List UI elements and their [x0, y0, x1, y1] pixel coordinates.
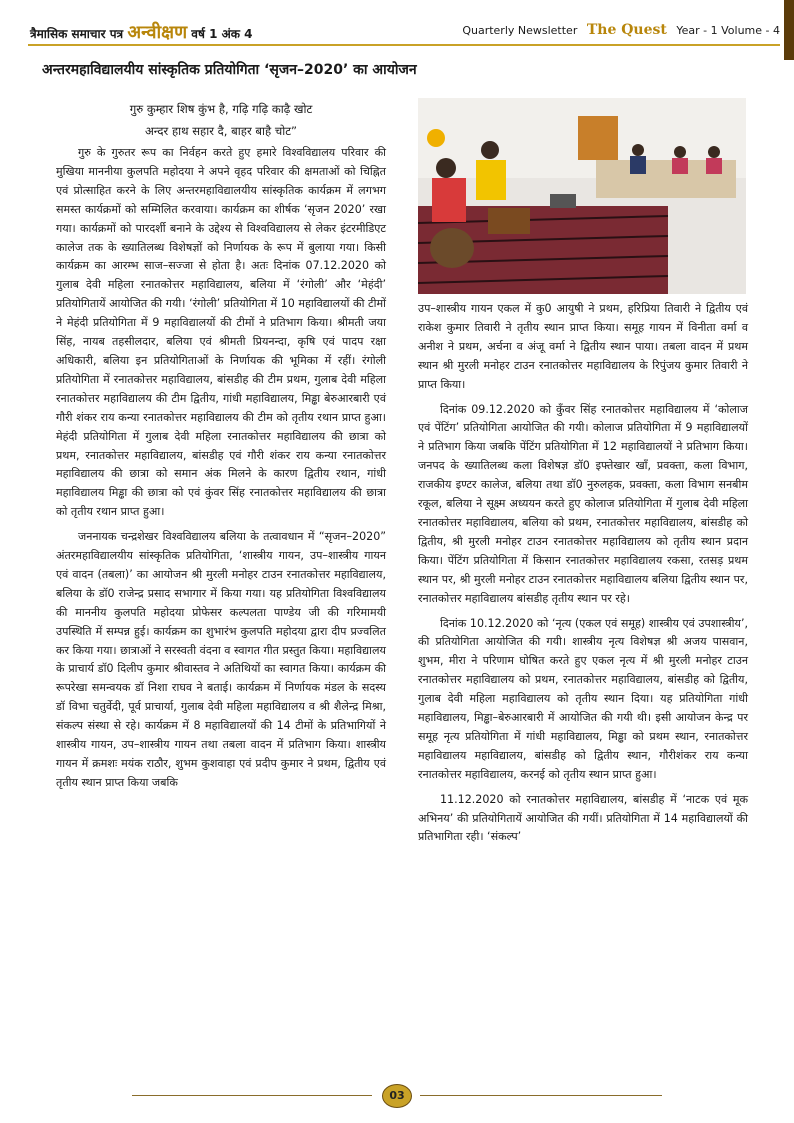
newsletter-header: [0, 0, 794, 44]
english-brand-logo: The Quest: [586, 22, 667, 38]
paragraph: गुरु के गुरुतर रूप का निर्वहन करते हुए हमारे विश्वविद्यालय परिवार की मुखिया माननीया कुलपति महोदया ने अपने वृहद परिवार की क्षमताओं को चिह्नित एवं प्रोत्साहित करने के लिए अन्तरमहाविद्यालयीय सांस्कृतिक कार्यक्रम में लगभग समस्त कार्यक्रमों को सम्मिलित करवाया। कार्यक्रम का शीर्षक ‘सृजन 2020’ रखा गया। कार्यक्रमों को पारदर्शी बनाने के उद्देश्य से विश्वविद्यालय से लेकर इंटरमीडिएट कालेज तक के ख्यातिलब्ध विशेषज्ञों को निर्णायक के रूप में बुलाया गया। किसी कार्यक्रम का आरम्भ साज–सज्जा से होता है। अतः दिनांक 07.12.2020 को गुलाब देवी महिला रनातकोत्तर महाविद्यालय, बलिया में ‘रंगोली’ और ‘मेहंदी’ प्रतियोगितायें आयोजित की गयी। ‘रंगोली’ प्रतियोगिता में 10 महाविद्यालयों की टीमों ने मेहंदी प्रतियोगिता में 9 महाविद्यालयों की टीमों ने प्रतिभाग किया। श्रीमती जया सिंह, नायब तहसीलदार, बलिया एवं श्रीमती प्रियनन्दा, कृषि एवं पादप रक्षा अधिकारी, बलिया इन प्रतियोगिताओं के निर्णायक की भूमिका में रहीं। रंगोली प्रतियोगिता में रनातकोत्तर महाविद्यालय, बांसडीह की टीम प्रथम, गुलाब देवी महिला रनातकोत्तर महाविद्यालय की टीम द्वितीय, गांधी महाविद्यालय, मिड्ढा बेरुआरबारी एवं गौरी शंकर राय कन्या रनातकोत्तर महाविद्यालय की टीम को तृतीय रथान प्राप्त हुआ। मेहंदी प्रतियोगिता में गुलाब देवी महिला रनातकोत्तर महाविद्यालय की छात्रा को प्रथम, रनातकोत्तर महाविद्यालय, बांसडीह एवं गौरी शंकर राय कन्या रनातकोत्तर महाविद्यालय की छात्रा को समान अंक मिलने के कारण द्वितीय रथान, गांधी महाविद्यालय मिड्ढा की छात्रा को एवं कुंवर सिंह रनातकोत्तर महाविद्यालय की छात्रा को तृतीय रथान प्राप्त हुआ।: [56, 146, 386, 519]
hindi-brand-logo: अन्वीक्षण: [127, 22, 188, 43]
event-photo: [418, 98, 746, 294]
paragraph: 11.12.2020 को रनातकोत्तर महाविद्यालय, बांसडीह में ‘नाटक एवं मूक अभिनय’ की प्रतियोगितायें आयोजित की गयीं। प्रतियोगिता में 14 महाविद्यालयों की प्रतिभागिता रही। ‘संकल्प’: [418, 792, 748, 844]
page-number: 03: [382, 1084, 412, 1108]
footer-line-left: [132, 1095, 372, 1096]
right-column: [418, 300, 748, 853]
header-english-masthead: Quarterly Newsletter The Quest Year - 1 Volume - 4: [462, 22, 780, 38]
couplet-line-1: गुरु कुम्हार शिष कुंभ है, गढ़ि गढ़ि काढ़ै खोट: [129, 102, 313, 116]
paragraph: दिनांक 10.12.2020 को ‘नृत्य (एकल एवं समूह) शास्त्रीय एवं उपशास्त्रीय’, की प्रतियोगिता आयोजित की गयी। शास्त्रीय नृत्य विशेषज्ञ श्री अजय पासवान, शुभम, मीरा ने परिणाम घोषित करते हुए एकल नृत्य में श्री मुरली मनोहर टाउन रनातकोत्तर महाविद्यालय को प्रथम, रनातकोत्तर महाविद्यालय, बांसडीह को द्वितीय, गुलाब देवी महिला महाविद्यालय को तृतीय स्थान दिया। यह प्रतियोगिता गांधी महाविद्यालय, मिड्ढा–बेरुआरबारी में आयोजित की गयी थी। इसी आयोजन केन्द्र पर समूह नृत्य प्रतियोगिता में गांधी महाविद्यालय, मिड्ढा को प्रथम स्थान, रनातकोत्तर महाविद्यालय महाविद्यालय, बांसडीह को द्वितीय स्थान, गौरीशंकर राय कन्या रनातकोत्तर महाविद्यालय, करनई को तृतीय स्थान प्राप्त हुआ।: [418, 616, 748, 781]
page-footer: [132, 1082, 662, 1110]
left-column: [56, 100, 386, 799]
header-hindi-masthead: त्रैमासिक समाचार पत्र अन्वीक्षण वर्ष 1 अंक 4: [30, 22, 253, 43]
paragraph: दिनांक 09.12.2020 को कुँवर सिंह रनातकोत्तर महाविद्यालय में ‘कोलाज एवं पेंटिंग’ प्रतियोगिता आयोजित की गयी। कोलाज प्रतियोगिता में 9 महाविद्यालयों ने प्रतिभाग किया जबकि पेंटिंग प्रतियोगिता में 12 महाविद्यालयों ने प्रतिभाग किया। जनपद के ख्यातिलब्ध कला विशेषज्ञ डॉ0 इफ्तेखार खाँ, प्रवक्ता, कला विभाग, राजकीय इण्टर कालेज, बलिया तथा डॉ0 नुरुलहक, प्रवक्ता, कला विभाग सनबीम रकूल, बलिया ने सूक्ष्म अध्ययन करते हुए कोलाज प्रतियोगिता में गुलाब देवी महिला रनातकोत्तर महाविद्यालय, बलिया को प्रथम, रनातकोत्तर महाविद्यालय, बांसडीह को द्वितीय, श्री मुरली मनोहर टाउन रनातकोत्तर महाविद्यालय को तृतीय स्थान प्रदान किया। पेंटिंग प्रतियोगिता में किसान रनातकोत्तर महाविद्यालय रकसा, रतसड़ प्रथम स्थान पर, श्री मुरली मनोहर टाउन रनातकोत्तर महाविद्यालय बलिया द्वितीय स्थान पर, रनातकोत्तर महाविद्यालय बांसडीह तृतीय स्थान पर रहे।: [418, 402, 748, 605]
paragraph: जननायक चन्द्रशेखर विश्वविद्यालय बलिया के तत्वावधान में “सृजन–2020” अंतरमहाविद्यालयीय सांस्कृतिक प्रतियोगिता, ‘शास्त्रीय गायन, उप–शास्त्रीय गायन एवं वादन (तबला)’ का आयोजन श्री मुरली मनोहर टाउन रनातकोत्तर महाविद्यालय, बलिया के डॉ0 राजेन्द्र प्रसाद सभागार में किया गया। यह प्रतियोगिता विश्वविद्यालय की माननीय कुलपति महोदया प्रोफेसर कल्पलता पाण्डेय जी की गरिमामयी उपस्थिति में सम्पन्न हुई। कार्यक्रम का शुभारंभ कुलपति महोदया द्वारा दीप प्रज्वलित कर किया गया। छात्राओं ने सरस्वती वंदना व स्वागत गीत प्रस्तुत किया। महाविद्यालय के प्राचार्य डॉ0 दिलीप कुमार श्रीवास्तव ने अतिथियों का स्वागत किया। कार्यक्रम की रूपरेखा समन्वयक डॉ निशा राघव ने बताई। कार्यक्रम में निर्णायक मंडल के सदस्य डॉ विभा चतुर्वेदी, पूर्व प्राचार्या, गुलाब देवी महिला महाविद्यालय व श्री शैलेन्द्र मिश्रा, संकल्प संस्था से रहे। कार्यक्रम में 8 महाविद्यालयों की 14 टीमों के प्रतिभागियों ने शास्त्रीय गायन, उप–शास्त्रीय गायन तथा तबला वादन में प्रतिभाग किया। शास्त्रीय गायन में क्रमशः मयंक राठौर, शुभम कुशवाहा एवं प्रदीप कुमार ने प्रथम, द्वितीय एवं तृतीय स्थान प्राप्त किया जबकि: [56, 530, 386, 789]
header-divider: [28, 44, 780, 46]
corner-decoration: [784, 0, 794, 60]
footer-line-right: [420, 1095, 662, 1096]
paragraph: उप–शास्त्रीय गायन एकल में कु0 आयुषी ने प्रथम, हरिप्रिया तिवारी ने द्वितीय एवं राकेश कुमार तिवारी ने तृतीय स्थान प्राप्त किया। समूह गायन में विनीता वर्मा व अनीश ने प्रथम, अर्चना व अंजू वर्मा ने द्वितीय स्थान पाया। तबला वादन में प्रथम स्थान श्री मुरली मनोहर टाउन रनातकोत्तर महाविद्यालय के रिपुंजय कुमार तिवारी ने प्राप्त किया।: [418, 302, 748, 391]
event-photo-illustration: [418, 98, 746, 294]
couplet-line-2: अन्दर हाथ सहार दै, बाहर बाहै चोट”: [144, 124, 298, 138]
article-title: अन्तरमहाविद्यालयीय सांस्कृतिक प्रतियोगिता ‘सृजन–2020’ का आयोजन: [42, 62, 417, 78]
